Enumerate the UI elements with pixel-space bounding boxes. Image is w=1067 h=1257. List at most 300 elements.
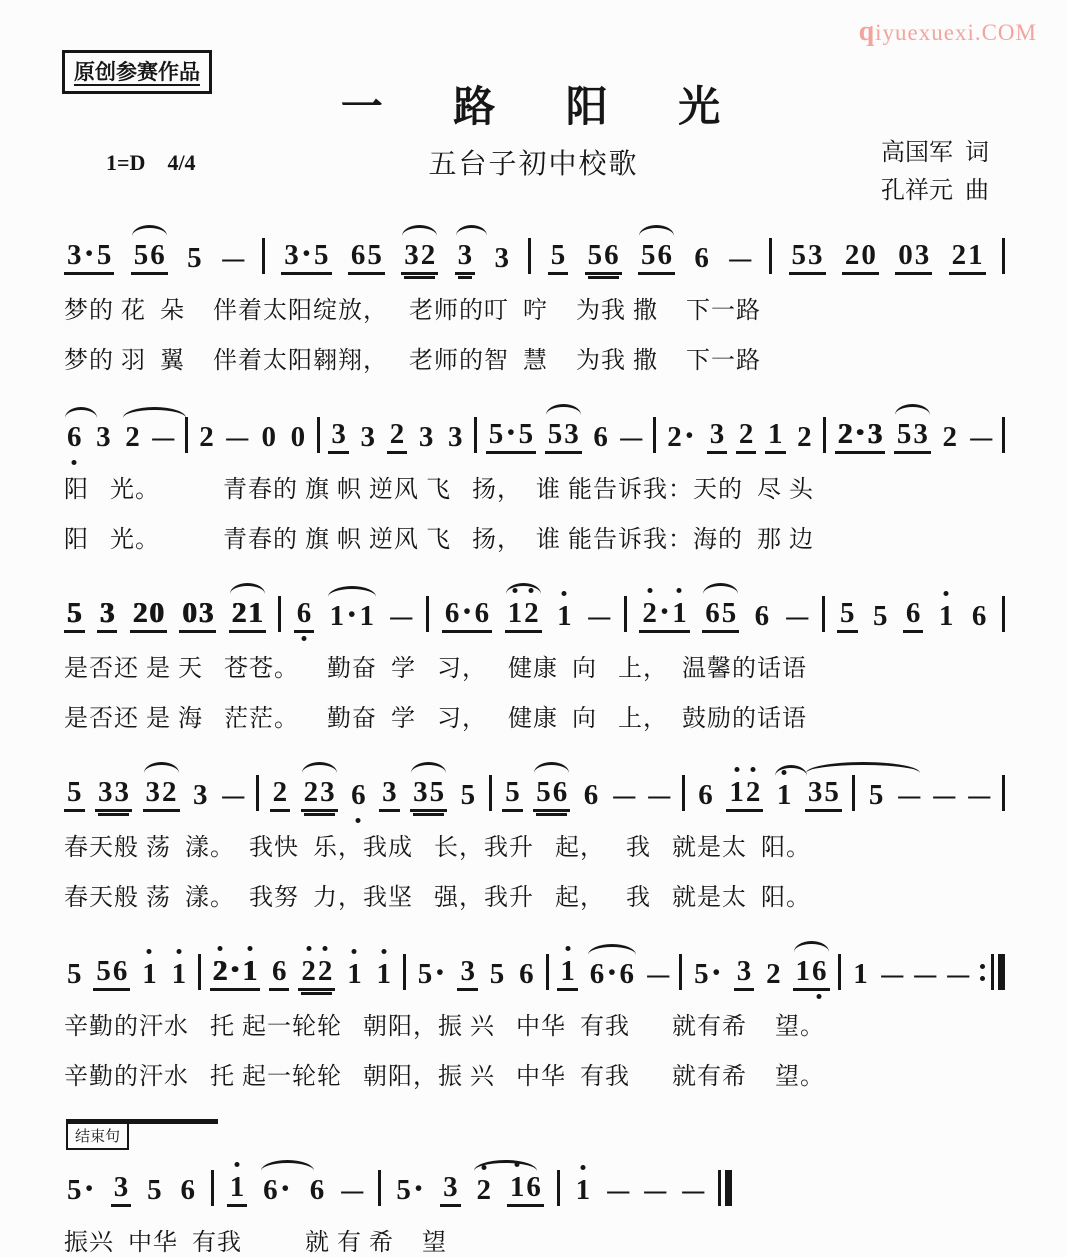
note-digit: 3 — [96, 420, 111, 453]
note-digit: 0 — [182, 596, 197, 629]
lyrics-verse-2: 春天般 荡 漾。 我努 力，我坚 强，我升 起， 我 就是太 阳。 — [64, 885, 811, 911]
notation-token — [340, 1175, 365, 1207]
notation-token — [949, 240, 986, 275]
lyrics-verse-2: 是否还 是 海 茫茫。 勤奋 学 习， 健康 向 上， 鼓励的话语 — [64, 706, 807, 732]
notation-row — [64, 397, 1005, 454]
note-digit: 6 — [296, 596, 312, 629]
note-digit: 6 — [150, 238, 165, 271]
note-digit: 6 — [526, 1170, 541, 1203]
note-digit: 5 — [840, 596, 855, 629]
note-digit: 2 — [738, 417, 754, 450]
key-signature: 1=D — [106, 150, 146, 175]
duration-dash: – — [588, 599, 611, 632]
note-digit: 5 — [489, 957, 505, 990]
notation-token — [440, 1172, 461, 1207]
note-digit: 1 — [329, 599, 345, 632]
note-digit: 5 — [896, 417, 912, 450]
barline — [198, 954, 201, 990]
barline — [489, 775, 492, 811]
barline — [822, 596, 825, 632]
notation-token — [225, 422, 250, 454]
barline — [185, 417, 188, 453]
slur-arc — [456, 225, 488, 236]
notation-token — [258, 422, 279, 454]
notation-row — [64, 1150, 732, 1207]
notation-token — [93, 422, 114, 454]
barline — [1002, 775, 1005, 811]
note-digit: 3 — [418, 420, 434, 453]
slur-arc — [546, 404, 581, 415]
notation-token — [473, 1175, 494, 1207]
notation-token — [664, 422, 698, 454]
notation-token — [842, 240, 879, 275]
notation-token — [573, 1175, 594, 1207]
notation-token — [967, 780, 992, 812]
notation-token — [144, 1175, 165, 1207]
note-digit: 3 — [460, 954, 475, 987]
note-digit: 3 — [736, 954, 752, 987]
note-digit: 2 — [476, 1173, 491, 1206]
note-digit: 3 — [457, 238, 473, 271]
barline — [403, 954, 406, 990]
duration-dash: – — [341, 1173, 364, 1206]
note-digit: 5 — [67, 775, 82, 808]
slur-arc — [144, 762, 179, 773]
final-barline — [718, 1170, 732, 1206]
notation-token — [691, 959, 725, 991]
notation-token — [348, 780, 369, 812]
note-digit: 3 — [114, 775, 130, 808]
notation-token — [64, 777, 85, 812]
notation-token — [458, 780, 479, 812]
lyrics-verse-2: 辛勤的汗水 托 起一轮轮 朝阳，振 兴 中华 有我 就有希 望。 — [64, 1064, 825, 1090]
notation-token — [765, 419, 786, 454]
barline — [474, 417, 477, 453]
note-digit: 6 — [519, 957, 534, 990]
note-digit: 6 — [350, 238, 366, 271]
note-digit: 6 — [604, 238, 619, 271]
notation-token — [702, 598, 739, 633]
notation-token — [681, 1175, 706, 1207]
notation-token — [93, 956, 130, 991]
note-digit: 6 — [754, 599, 770, 632]
notation-token — [281, 240, 331, 275]
notation-token — [969, 422, 994, 454]
notation-token — [344, 959, 365, 991]
duration-dash: – — [222, 241, 245, 274]
slur-arc — [230, 583, 265, 594]
notation-token — [415, 959, 449, 991]
note-digit: 5 — [67, 596, 82, 629]
dot-after: • — [231, 956, 239, 981]
duration-dash: – — [682, 1173, 704, 1206]
notation-token — [455, 240, 476, 275]
duration-dash: – — [613, 778, 635, 811]
notation-token — [327, 601, 377, 633]
note-digit: 1 — [560, 954, 575, 987]
note-digit: 3 — [284, 238, 299, 271]
notation-token — [328, 419, 349, 454]
note-digit: 5 — [694, 957, 709, 990]
lyrics-verse-1: 梦的 花 朵 伴着太阳绽放， 老师的叮 咛 为我 撒 下一路 — [64, 298, 761, 324]
note-digit: 5 — [872, 599, 888, 632]
note-digit: 5 — [550, 238, 566, 271]
notation-token — [177, 1175, 198, 1207]
note-digit: 3 — [709, 417, 725, 450]
music-line — [64, 1113, 1005, 1257]
note-digit: 2 — [212, 954, 228, 987]
note-digit: 2 — [199, 420, 214, 453]
duration-dash: – — [152, 420, 175, 453]
notation-token — [97, 598, 118, 633]
notation-token — [946, 959, 971, 991]
notation-token — [533, 777, 570, 812]
note-digit: 6 — [271, 954, 287, 987]
dot-after: • — [685, 422, 694, 447]
note-digit: 6 — [812, 954, 827, 987]
notation-token — [111, 1172, 132, 1207]
notation-token — [557, 956, 578, 991]
notation-token — [646, 959, 671, 991]
duration-dash: – — [226, 420, 249, 453]
duration-dash: – — [644, 1173, 667, 1206]
note-digit: 3 — [564, 417, 579, 450]
note-digit: 6 — [971, 599, 987, 632]
notation-token — [707, 419, 728, 454]
slur-arc — [65, 407, 97, 418]
notation-token — [752, 601, 773, 633]
note-digit: 1 — [248, 596, 263, 629]
dot-after: • — [660, 598, 669, 623]
note-digit: 5 — [587, 238, 603, 271]
notation-token — [936, 601, 957, 633]
note-digit: 5 — [147, 1173, 162, 1206]
note-digit: 1 — [507, 596, 523, 629]
barline — [256, 775, 259, 811]
note-digit: 6 — [263, 1173, 278, 1206]
note-digit: 3 — [320, 775, 335, 808]
note-digit: 3 — [382, 775, 397, 808]
notation-row — [64, 218, 1005, 275]
note-digit: 3 — [404, 238, 419, 271]
time-signature: 4/4 — [167, 150, 196, 175]
note-digit: 5 — [429, 775, 445, 808]
notation-token — [880, 959, 905, 991]
notation-token — [442, 598, 492, 633]
slur-arc — [132, 225, 167, 236]
note-digit: 6 — [657, 238, 672, 271]
notation-row — [64, 755, 1005, 812]
note-digit: 2 — [231, 596, 247, 629]
slur-arc — [534, 762, 569, 773]
note-digit: 0 — [898, 238, 913, 271]
note-digit: 5 — [721, 596, 737, 629]
note-digit: 3 — [413, 775, 428, 808]
note-digit: 1 — [509, 1170, 525, 1203]
notation-token — [393, 1175, 427, 1207]
notation-token — [619, 422, 644, 454]
notation-token — [736, 419, 757, 454]
note-digit: 5 — [417, 957, 433, 990]
notation-token — [643, 1175, 668, 1207]
note-digit: 6 — [351, 778, 366, 811]
dot-after: • — [856, 419, 864, 444]
note-digit: 5 — [396, 1173, 411, 1206]
music-line — [64, 755, 1005, 912]
lyrics-verse-1: 振兴 中华 有我 就 有 希 望 — [64, 1230, 447, 1256]
lyrics-verse-2: 梦的 羽 翼 伴着太阳翱翔， 老师的智 慧 为我 撒 下一路 — [64, 348, 761, 374]
notation-token — [695, 780, 716, 812]
note-digit: 5 — [460, 778, 476, 811]
notation-token — [492, 243, 513, 275]
note-digit: 3 — [807, 775, 823, 808]
barline — [1002, 596, 1005, 632]
notation-token — [639, 598, 689, 633]
notation-token — [940, 422, 961, 454]
composer: 孔祥元 曲 — [881, 178, 989, 205]
lyrics-verse-2: 阳 光。 青春的 旗 帜 逆风 飞 扬， 谁 能告诉我：海的 那 边 — [64, 527, 814, 553]
note-digit: 2 — [301, 954, 316, 987]
notation-token — [606, 1175, 631, 1207]
notation-token — [774, 780, 795, 812]
note-digit: 5 — [314, 238, 329, 271]
barline — [823, 417, 826, 453]
dot-after: • — [507, 419, 515, 444]
notation-token — [130, 598, 167, 633]
barline-thin — [991, 954, 994, 990]
slur-arc — [402, 225, 437, 236]
note-digit: 2 — [132, 596, 148, 629]
duration-dash: – — [390, 599, 413, 632]
note-digit: 0 — [861, 238, 876, 271]
note-digit: 1 — [359, 599, 374, 632]
note-digit: 2 — [797, 420, 812, 453]
notation-token — [151, 422, 176, 454]
note-digit: 2 — [942, 420, 958, 453]
duration-dash: – — [785, 599, 808, 632]
notation-token — [64, 422, 85, 454]
notation-token — [379, 777, 400, 812]
dot-after: • — [281, 1175, 289, 1200]
note-digit: 2 — [766, 957, 781, 990]
note-digit: 2 — [745, 775, 761, 808]
notation-token — [502, 777, 523, 812]
notation-token — [587, 959, 637, 991]
barline — [378, 1170, 381, 1206]
notation-token — [793, 956, 830, 991]
lyrics-verse-1: 辛勤的汗水 托 起一轮轮 朝阳，振 兴 中华 有我 就有希 望。 — [64, 1014, 825, 1040]
note-digit: 2 — [389, 417, 405, 450]
notation-token — [805, 777, 842, 812]
lyrics-verse-1: 是否还 是 天 苍苍。 勤奋 学 习， 健康 向 上， 温馨的话语 — [64, 656, 807, 682]
note-digit: 0 — [261, 420, 276, 453]
notation-token — [903, 598, 924, 633]
notation-token — [270, 777, 291, 812]
slur-arc — [775, 765, 807, 776]
note-digit: 3 — [113, 1170, 129, 1203]
note-digit: 6 — [905, 596, 921, 629]
notation-token — [269, 956, 290, 991]
barline-thick — [998, 954, 1005, 990]
note-digit: 5 — [96, 954, 111, 987]
note-digit: 1 — [575, 1173, 591, 1206]
note-digit: 3 — [914, 238, 930, 271]
note-digit: 3 — [145, 775, 161, 808]
note-digit: 6 — [309, 1173, 325, 1206]
lyricist: 高国军 词 — [881, 140, 989, 166]
slur-arc — [506, 583, 541, 594]
note-digit: 5 — [488, 417, 504, 450]
note-digit: 6 — [474, 596, 490, 629]
notation-token — [260, 1175, 294, 1207]
note-digit: 3 — [443, 1170, 458, 1203]
barline — [838, 954, 841, 990]
sheet-header — [0, 0, 1067, 218]
note-digit: 1 — [968, 238, 983, 271]
notation-token — [612, 780, 637, 812]
duration-dash: – — [898, 778, 921, 811]
note-digit: 1 — [672, 596, 687, 629]
notation-token — [227, 1172, 248, 1207]
notation-token — [585, 240, 622, 275]
note-digit: 2 — [524, 596, 539, 629]
notation-token — [169, 959, 190, 991]
note-digit: 3 — [98, 775, 113, 808]
notation-token — [457, 956, 478, 991]
notation-token — [835, 419, 885, 454]
dot-after: • — [712, 959, 720, 984]
note-digit: 3 — [913, 417, 928, 450]
music-line — [64, 218, 1005, 375]
duration-dash: – — [933, 778, 956, 811]
note-digit: 5 — [505, 775, 520, 808]
song-subtitle: 五台子初中校歌 — [428, 149, 639, 180]
notation-token — [445, 422, 466, 454]
note-digit: 5 — [547, 417, 563, 450]
notation-token — [64, 1175, 98, 1207]
note-digit: 5 — [518, 417, 534, 450]
note-digit: 0 — [149, 596, 164, 629]
notation-token — [190, 780, 211, 812]
notation-token — [307, 1175, 328, 1207]
ending-phrase-label: 结束句 — [66, 1119, 129, 1150]
notation-token — [210, 956, 260, 991]
notation-token — [870, 601, 891, 633]
notation-token — [131, 240, 168, 275]
notation-token — [516, 959, 537, 991]
note-digit: 6 — [552, 775, 568, 808]
barline-thin — [718, 1170, 721, 1206]
slur-arc — [703, 583, 738, 594]
notation-token — [139, 959, 160, 991]
note-digit: 3 — [193, 778, 208, 811]
dot-after: • — [348, 601, 356, 626]
notation-token — [932, 780, 957, 812]
notation-token — [184, 243, 205, 275]
note-digit: 2 — [667, 420, 682, 453]
music-line — [64, 576, 1005, 733]
note-digit: 2 — [951, 238, 967, 271]
notation-token — [587, 601, 612, 633]
repeat-dots — [980, 964, 985, 981]
notation-token — [548, 240, 569, 275]
song-title: 一 路 阳 光 — [340, 85, 727, 131]
note-digit: 3 — [198, 596, 214, 629]
barline — [528, 238, 531, 274]
note-digit: 1 — [795, 954, 811, 987]
dot-after: • — [608, 959, 616, 984]
duration-dash: – — [729, 241, 752, 274]
notation-token — [763, 959, 784, 991]
notation-token — [505, 598, 542, 633]
note-digit: 2 — [837, 417, 853, 450]
slur-arc — [794, 941, 829, 952]
duration-dash: – — [648, 778, 670, 811]
notation-token — [734, 956, 755, 991]
dot-after: • — [85, 240, 93, 265]
notation-token — [728, 243, 753, 275]
lyrics-verse-1: 春天般 荡 漾。 我快 乐，我成 长，我升 起， 我 就是太 阳。 — [64, 835, 811, 861]
note-digit: 1 — [171, 957, 187, 990]
notation-token — [895, 240, 932, 275]
slur-arc — [639, 225, 674, 236]
note-digit: 3 — [494, 241, 509, 274]
note-digit: 3 — [67, 238, 82, 271]
slur-arc — [806, 762, 920, 773]
duration-dash: – — [947, 957, 970, 990]
note-digit: 1 — [938, 599, 954, 632]
note-digit: 1 — [729, 775, 744, 808]
note-digit: 6 — [705, 596, 720, 629]
notation-token — [691, 243, 712, 275]
notation-token — [64, 240, 114, 275]
notation-token — [647, 780, 672, 812]
music-line — [64, 397, 1005, 554]
note-digit: 3 — [331, 417, 346, 450]
barline — [278, 596, 281, 632]
slur-arc — [302, 762, 337, 773]
watermark: qiyuexuexi.COM — [858, 16, 1037, 47]
music-line — [64, 934, 1005, 1091]
slur-arc — [328, 586, 376, 597]
notation-token — [866, 780, 887, 812]
note-digit: 5 — [187, 241, 202, 274]
note-digit: 5 — [868, 778, 884, 811]
note-digit: 2 — [125, 420, 140, 453]
note-digit: 1 — [347, 957, 362, 990]
note-digit: 2 — [162, 775, 177, 808]
credits — [881, 134, 989, 211]
barline — [557, 1170, 560, 1206]
note-digit: 5 — [536, 775, 551, 808]
note-digit: 2 — [642, 596, 657, 629]
notation-token — [229, 598, 266, 633]
note-digit: 6 — [694, 241, 709, 274]
barline — [262, 238, 265, 274]
notation-row — [64, 934, 1005, 991]
notation-token — [298, 956, 335, 991]
duration-dash: – — [620, 420, 643, 453]
notation-token — [301, 777, 338, 812]
note-digit: 2 — [844, 238, 860, 271]
barline — [1002, 238, 1005, 274]
notation-token — [545, 419, 582, 454]
barline — [653, 417, 656, 453]
duration-dash: – — [647, 957, 670, 990]
barline — [211, 1170, 214, 1206]
note-digit: 1 — [142, 957, 157, 990]
notation-token — [179, 598, 216, 633]
